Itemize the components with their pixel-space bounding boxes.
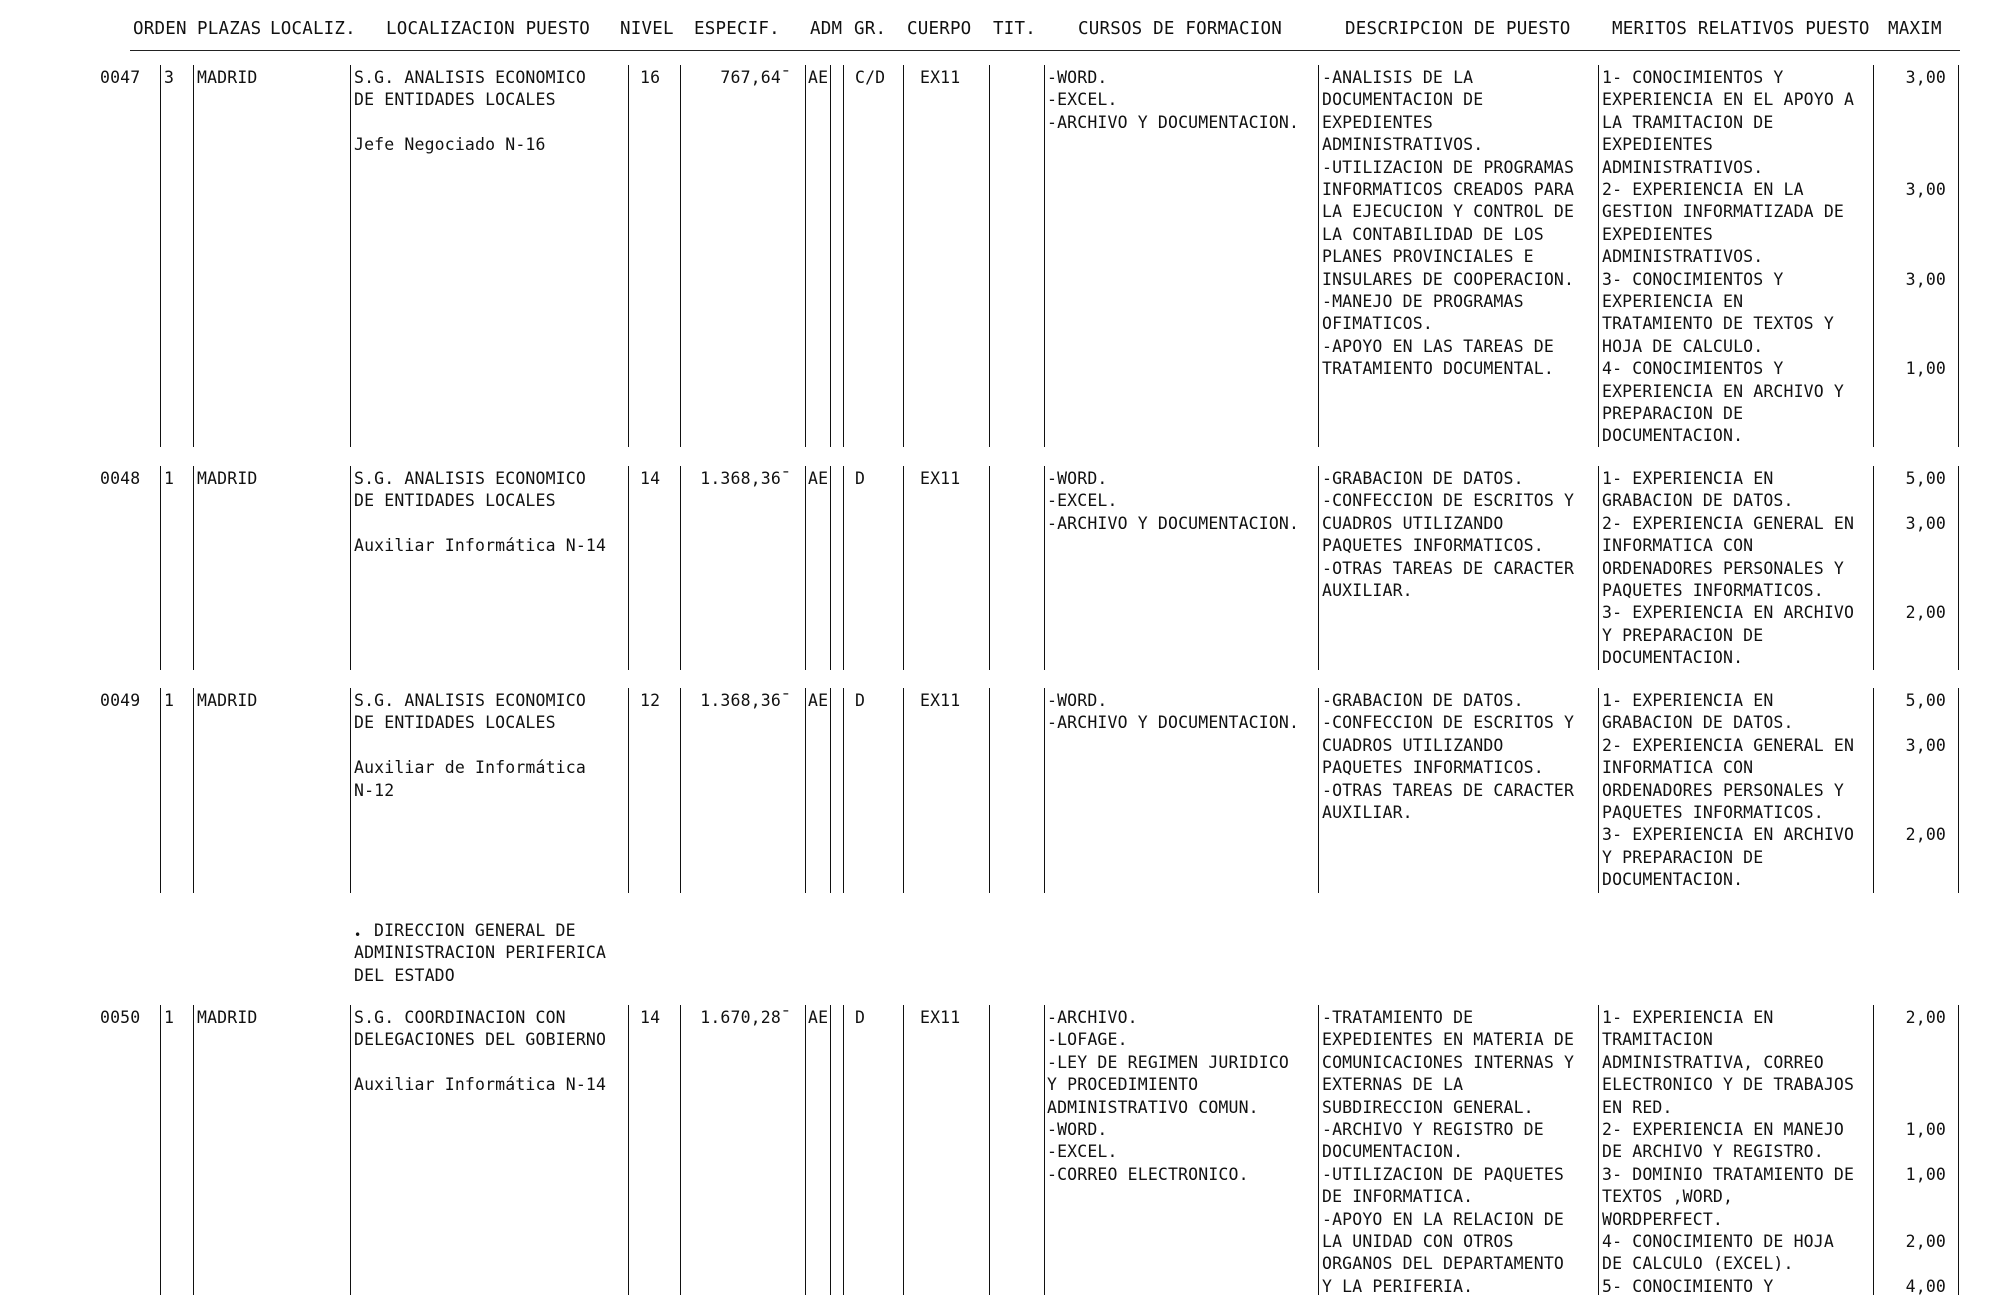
row-cuerpo: EX11 xyxy=(920,68,961,87)
column-rule xyxy=(1318,466,1319,670)
row-descripcion-line: PAQUETES INFORMATICOS. xyxy=(1322,758,1544,778)
row-maxim-value: 5,00 xyxy=(1905,691,1946,710)
row-puesto-line: Jefe Negociado N-16 xyxy=(354,135,546,155)
column-rule xyxy=(843,65,844,447)
row-curso-line: -WORD. xyxy=(1047,1120,1108,1139)
row-merito-line: DE ARCHIVO Y REGISTRO. xyxy=(1602,1142,1824,1162)
column-rule xyxy=(830,65,831,447)
row-descripcion-line: DOCUMENTACION DE xyxy=(1322,90,1484,110)
section-bullet: • xyxy=(354,928,362,942)
row-merito-line: LA TRAMITACION DE xyxy=(1602,112,1774,132)
row-adm: AE xyxy=(808,469,829,488)
column-rule xyxy=(1958,688,1959,893)
row-merito-line: INFORMATICA CON xyxy=(1602,758,1754,778)
row-descripcion-line: INFORMATICOS CREADOS PARA xyxy=(1322,180,1575,199)
row-merito-line: 1- EXPERIENCIA EN xyxy=(1602,1008,1774,1027)
row-merito-line: 4- CONOCIMIENTOS Y xyxy=(1602,359,1784,379)
column-rule xyxy=(193,466,194,670)
row-curso-line: -WORD. xyxy=(1047,68,1108,87)
row-maxim-value: 3,00 xyxy=(1905,513,1946,533)
column-rule xyxy=(1598,65,1599,447)
header-adm: ADM xyxy=(810,19,843,39)
column-rule xyxy=(830,688,831,893)
row-descripcion-line: AUXILIAR. xyxy=(1322,581,1413,600)
row-merito-line: TRATAMIENTO DE TEXTOS Y xyxy=(1602,314,1834,334)
row-descripcion-line: Y LA PERIFERIA. xyxy=(1322,1276,1474,1296)
row-merito-line: ELECTRONICO Y DE TRABAJOS xyxy=(1602,1075,1855,1095)
row-merito-line: EXPERIENCIA EN EL APOYO A xyxy=(1602,90,1855,110)
row-adm: AE xyxy=(808,691,829,710)
row-unit-line: DELEGACIONES DEL GOBIERNO xyxy=(354,1030,607,1050)
header-divider xyxy=(130,50,1960,51)
row-descripcion-line: CUADROS UTILIZANDO xyxy=(1322,513,1504,533)
column-rule xyxy=(160,466,161,670)
column-rule xyxy=(843,1005,844,1295)
column-rule xyxy=(628,65,629,447)
row-descripcion-line: -CONFECCION DE ESCRITOS Y xyxy=(1322,713,1575,733)
column-rule xyxy=(628,1005,629,1295)
column-rule xyxy=(1044,1005,1045,1295)
row-especif: 767,64¯ xyxy=(720,68,791,87)
section-heading-line: DIRECCION GENERAL DE xyxy=(374,921,576,940)
column-rule xyxy=(350,65,351,447)
column-rule xyxy=(1958,1005,1959,1295)
row-descripcion-line: LA EJECUCION Y CONTROL DE xyxy=(1322,202,1575,222)
row-merito-line: Y PREPARACION DE xyxy=(1602,625,1764,645)
header-gr: GR. xyxy=(854,19,887,39)
column-rule xyxy=(903,688,904,893)
column-rule xyxy=(193,1005,194,1295)
row-puesto-line: Auxiliar de Informática xyxy=(354,758,586,778)
column-rule xyxy=(628,466,629,670)
row-merito-line: 2- EXPERIENCIA GENERAL EN xyxy=(1602,513,1855,533)
row-localiz: MADRID xyxy=(197,469,258,488)
row-merito-line: EN RED. xyxy=(1602,1097,1673,1117)
row-merito-line: DOCUMENTACION. xyxy=(1602,870,1744,890)
row-merito-line: 3- DOMINIO TRATAMIENTO DE xyxy=(1602,1164,1855,1184)
column-rule xyxy=(989,688,990,893)
row-descripcion-line: -MANEJO DE PROGRAMAS xyxy=(1322,292,1524,311)
row-descripcion-line: COMUNICACIONES INTERNAS Y xyxy=(1322,1052,1575,1072)
column-rule xyxy=(350,688,351,893)
row-curso-line: -EXCEL. xyxy=(1047,90,1118,110)
row-nivel: 14 xyxy=(640,469,661,488)
column-rule xyxy=(160,65,161,447)
row-descripcion-line: -ANALISIS DE LA xyxy=(1322,68,1474,87)
column-rule xyxy=(680,688,681,893)
row-puesto-line: N-12 xyxy=(354,780,395,800)
row-descripcion-line: TRATAMIENTO DOCUMENTAL. xyxy=(1322,359,1554,379)
row-descripcion-line: -UTILIZACION DE PAQUETES xyxy=(1322,1164,1565,1184)
column-rule xyxy=(350,466,351,670)
column-rule xyxy=(1873,466,1874,670)
column-rule xyxy=(989,1005,990,1295)
row-unit-line: S.G. COORDINACION CON xyxy=(354,1008,566,1027)
column-rule xyxy=(680,1005,681,1295)
column-rule xyxy=(1873,688,1874,893)
row-localiz: MADRID xyxy=(197,1008,258,1027)
row-plazas: 1 xyxy=(164,691,175,710)
row-merito-line: DE CALCULO (EXCEL). xyxy=(1602,1254,1794,1274)
header-descripcion: DESCRIPCION DE PUESTO xyxy=(1345,19,1571,39)
row-descripcion-line: SUBDIRECCION GENERAL. xyxy=(1322,1097,1534,1117)
row-maxim-value: 3,00 xyxy=(1905,68,1946,87)
row-unit-line: S.G. ANALISIS ECONOMICO xyxy=(354,68,586,87)
row-descripcion-line: EXPEDIENTES xyxy=(1322,112,1433,132)
row-maxim-value: 1,00 xyxy=(1905,1164,1946,1184)
row-merito-line: DOCUMENTACION. xyxy=(1602,648,1744,668)
row-adm: AE xyxy=(808,1008,829,1027)
row-descripcion-line: INSULARES DE COOPERACION. xyxy=(1322,269,1575,289)
header-localiz: LOCALIZ. xyxy=(270,19,356,39)
row-curso-line: ADMINISTRATIVO COMUN. xyxy=(1047,1097,1259,1117)
row-curso-line: -ARCHIVO Y DOCUMENTACION. xyxy=(1047,112,1300,132)
column-rule xyxy=(805,1005,806,1295)
column-rule xyxy=(1958,65,1959,447)
header-tit: TIT. xyxy=(993,19,1036,39)
row-descripcion-line: ADMINISTRATIVOS. xyxy=(1322,135,1484,155)
row-merito-line: TEXTOS ,WORD, xyxy=(1602,1187,1734,1207)
row-unit-line: DE ENTIDADES LOCALES xyxy=(354,713,556,733)
row-merito-line: EXPERIENCIA EN ARCHIVO Y xyxy=(1602,381,1845,401)
row-descripcion-line: -TRATAMIENTO DE xyxy=(1322,1008,1474,1027)
row-gr: C/D xyxy=(855,68,886,87)
row-merito-line: 3- EXPERIENCIA EN ARCHIVO xyxy=(1602,825,1855,845)
row-merito-line: PAQUETES INFORMATICOS. xyxy=(1602,581,1824,600)
row-merito-line: INFORMATICA CON xyxy=(1602,536,1754,556)
row-merito-line: EXPEDIENTES xyxy=(1602,224,1713,244)
row-descripcion-line: -CONFECCION DE ESCRITOS Y xyxy=(1322,491,1575,511)
row-merito-line: 2- EXPERIENCIA EN LA xyxy=(1602,180,1804,199)
row-maxim-value: 3,00 xyxy=(1905,269,1946,289)
row-maxim-value: 4,00 xyxy=(1905,1276,1946,1296)
column-rule xyxy=(805,65,806,447)
column-rule xyxy=(903,466,904,670)
row-descripcion-line: EXPEDIENTES EN MATERIA DE xyxy=(1322,1030,1575,1050)
column-rule xyxy=(989,466,990,670)
header-orden: ORDEN xyxy=(133,19,187,39)
row-merito-line: Y PREPARACION DE xyxy=(1602,847,1764,867)
row-descripcion-line: DE INFORMATICA. xyxy=(1322,1187,1474,1207)
row-curso-line: -EXCEL. xyxy=(1047,1142,1118,1162)
column-rule xyxy=(1873,65,1874,447)
row-curso-line: -WORD. xyxy=(1047,691,1108,710)
row-descripcion-line: EXTERNAS DE LA xyxy=(1322,1075,1464,1095)
header-nivel: NIVEL xyxy=(620,19,674,39)
row-descripcion-line: PLANES PROVINCIALES E xyxy=(1322,247,1534,267)
row-merito-line: HOJA DE CALCULO. xyxy=(1602,336,1764,356)
row-merito-line: 2- EXPERIENCIA GENERAL EN xyxy=(1602,735,1855,755)
row-nivel: 16 xyxy=(640,68,661,87)
row-descripcion-line: -OTRAS TAREAS DE CARACTER xyxy=(1322,780,1575,800)
column-rule xyxy=(1044,65,1045,447)
row-merito-line: TRAMITACION xyxy=(1602,1030,1713,1050)
header-localizacion-puesto: LOCALIZACION PUESTO xyxy=(386,19,590,39)
row-maxim-value: 1,00 xyxy=(1905,1120,1946,1139)
row-descripcion-line: -APOYO EN LAS TAREAS DE xyxy=(1322,336,1554,356)
row-merito-line: 5- CONOCIMIENTO Y xyxy=(1602,1276,1774,1296)
row-especif: 1.368,36¯ xyxy=(700,469,791,488)
row-curso-line: -ARCHIVO Y DOCUMENTACION. xyxy=(1047,513,1300,533)
row-merito-line: ORDENADORES PERSONALES Y xyxy=(1602,558,1845,578)
row-puesto-line: Auxiliar Informática N-14 xyxy=(354,536,607,556)
section-heading-line: ADMINISTRACION PERIFERICA xyxy=(354,943,607,963)
row-merito-line: PREPARACION DE xyxy=(1602,404,1744,423)
row-descripcion-line: LA UNIDAD CON OTROS xyxy=(1322,1232,1514,1251)
row-merito-line: GRABACION DE DATOS. xyxy=(1602,713,1794,733)
row-descripcion-line: AUXILIAR. xyxy=(1322,803,1413,822)
row-merito-line: ADMINISTRATIVOS. xyxy=(1602,247,1764,267)
row-merito-line: 1- CONOCIMIENTOS Y xyxy=(1602,68,1784,87)
row-orden: 0048 xyxy=(100,469,141,488)
column-rule xyxy=(843,688,844,893)
header-meritos: MERITOS RELATIVOS PUESTO xyxy=(1612,19,1870,39)
column-rule xyxy=(193,65,194,447)
row-merito-line: 1- EXPERIENCIA EN xyxy=(1602,469,1774,488)
row-merito-line: 2- EXPERIENCIA EN MANEJO xyxy=(1602,1120,1845,1139)
row-merito-line: EXPEDIENTES xyxy=(1602,135,1713,155)
row-maxim-value: 2,00 xyxy=(1905,825,1946,845)
header-maxim: MAXIM xyxy=(1888,19,1942,39)
row-descripcion-line: DOCUMENTACION. xyxy=(1322,1142,1464,1162)
column-rule xyxy=(830,466,831,670)
row-descripcion-line: -ARCHIVO Y REGISTRO DE xyxy=(1322,1120,1544,1139)
column-rule xyxy=(805,688,806,893)
row-nivel: 12 xyxy=(640,691,661,710)
row-curso-line: -CORREO ELECTRONICO. xyxy=(1047,1164,1249,1184)
row-merito-line: PAQUETES INFORMATICOS. xyxy=(1602,803,1824,822)
row-plazas: 1 xyxy=(164,469,175,488)
row-puesto-line: Auxiliar Informática N-14 xyxy=(354,1075,607,1095)
row-curso-line: -WORD. xyxy=(1047,469,1108,488)
row-merito-line: GESTION INFORMATIZADA DE xyxy=(1602,202,1845,222)
column-rule xyxy=(843,466,844,670)
column-rule xyxy=(1318,1005,1319,1295)
column-rule xyxy=(1598,466,1599,670)
row-merito-line: 4- CONOCIMIENTO DE HOJA xyxy=(1602,1232,1834,1251)
row-maxim-value: 3,00 xyxy=(1905,735,1946,755)
column-rule xyxy=(1318,65,1319,447)
row-cuerpo: EX11 xyxy=(920,469,961,488)
column-rule xyxy=(160,688,161,893)
column-rule xyxy=(680,65,681,447)
row-merito-line: ADMINISTRATIVOS. xyxy=(1602,157,1764,177)
row-merito-line: EXPERIENCIA EN xyxy=(1602,292,1744,311)
column-rule xyxy=(160,1005,161,1295)
row-maxim-value: 2,00 xyxy=(1905,603,1946,623)
row-gr: D xyxy=(855,691,866,710)
column-rule xyxy=(805,466,806,670)
row-gr: D xyxy=(855,469,866,488)
row-curso-line: -ARCHIVO. xyxy=(1047,1008,1138,1027)
row-unit-line: S.G. ANALISIS ECONOMICO xyxy=(354,469,586,488)
row-plazas: 1 xyxy=(164,1008,175,1027)
row-curso-line: -EXCEL. xyxy=(1047,491,1118,511)
row-descripcion-line: ORGANOS DEL DEPARTAMENTO xyxy=(1322,1254,1565,1274)
row-descripcion-line: -OTRAS TAREAS DE CARACTER xyxy=(1322,558,1575,578)
row-descripcion-line: LA CONTABILIDAD DE LOS xyxy=(1322,224,1544,244)
column-rule xyxy=(1873,1005,1874,1295)
column-rule xyxy=(1598,1005,1599,1295)
row-orden: 0049 xyxy=(100,691,141,710)
column-rule xyxy=(1044,466,1045,670)
column-rule xyxy=(193,688,194,893)
section-heading-line: DEL ESTADO xyxy=(354,965,455,985)
row-especif: 1.368,36¯ xyxy=(700,691,791,710)
row-descripcion-line: -APOYO EN LA RELACION DE xyxy=(1322,1209,1565,1229)
column-rule xyxy=(989,65,990,447)
column-rule xyxy=(628,688,629,893)
row-unit-line: DE ENTIDADES LOCALES xyxy=(354,90,556,110)
row-merito-line: 1- EXPERIENCIA EN xyxy=(1602,691,1774,710)
row-localiz: MADRID xyxy=(197,691,258,710)
row-merito-line: GRABACION DE DATOS. xyxy=(1602,491,1794,511)
row-maxim-value: 2,00 xyxy=(1905,1232,1946,1251)
row-descripcion-line: CUADROS UTILIZANDO xyxy=(1322,735,1504,755)
header-cursos: CURSOS DE FORMACION xyxy=(1078,19,1282,39)
row-descripcion-line: -GRABACION DE DATOS. xyxy=(1322,691,1524,710)
row-orden: 0047 xyxy=(100,68,141,87)
row-merito-line: WORDPERFECT. xyxy=(1602,1209,1724,1229)
row-curso-line: Y PROCEDIMIENTO xyxy=(1047,1075,1199,1095)
row-maxim-value: 3,00 xyxy=(1905,180,1946,199)
row-especif: 1.670,28¯ xyxy=(700,1008,791,1027)
row-maxim-value: 2,00 xyxy=(1905,1008,1946,1027)
row-nivel: 14 xyxy=(640,1008,661,1027)
row-merito-line: 3- EXPERIENCIA EN ARCHIVO xyxy=(1602,603,1855,623)
column-rule xyxy=(830,1005,831,1295)
row-orden: 0050 xyxy=(100,1008,141,1027)
column-rule xyxy=(903,1005,904,1295)
row-curso-line: -LOFAGE. xyxy=(1047,1030,1128,1050)
row-localiz: MADRID xyxy=(197,68,258,87)
column-rule xyxy=(903,65,904,447)
row-descripcion-line: -UTILIZACION DE PROGRAMAS xyxy=(1322,157,1575,177)
column-rule xyxy=(1958,466,1959,670)
row-unit-line: DE ENTIDADES LOCALES xyxy=(354,491,556,511)
header-cuerpo: CUERPO xyxy=(907,19,972,39)
row-maxim-value: 5,00 xyxy=(1905,469,1946,488)
row-descripcion-line: PAQUETES INFORMATICOS. xyxy=(1322,536,1544,556)
column-rule xyxy=(680,466,681,670)
row-curso-line: -LEY DE REGIMEN JURIDICO xyxy=(1047,1052,1290,1072)
header-plazas: PLAZAS xyxy=(197,19,262,39)
header-especif: ESPECIF. xyxy=(694,19,780,39)
row-gr: D xyxy=(855,1008,866,1027)
column-rule xyxy=(350,1005,351,1295)
row-plazas: 3 xyxy=(164,68,175,87)
row-merito-line: ORDENADORES PERSONALES Y xyxy=(1602,780,1845,800)
row-merito-line: 3- CONOCIMIENTOS Y xyxy=(1602,269,1784,289)
column-rule xyxy=(1044,688,1045,893)
row-descripcion-line: OFIMATICOS. xyxy=(1322,314,1433,334)
column-rule xyxy=(1318,688,1319,893)
row-merito-line: ADMINISTRATIVA, CORREO xyxy=(1602,1052,1824,1072)
row-descripcion-line: -GRABACION DE DATOS. xyxy=(1322,469,1524,488)
row-maxim-value: 1,00 xyxy=(1905,359,1946,379)
row-adm: AE xyxy=(808,68,829,87)
row-merito-line: DOCUMENTACION. xyxy=(1602,426,1744,446)
row-cuerpo: EX11 xyxy=(920,691,961,710)
row-cuerpo: EX11 xyxy=(920,1008,961,1027)
column-rule xyxy=(1598,688,1599,893)
row-curso-line: -ARCHIVO Y DOCUMENTACION. xyxy=(1047,713,1300,733)
row-unit-line: S.G. ANALISIS ECONOMICO xyxy=(354,691,586,710)
